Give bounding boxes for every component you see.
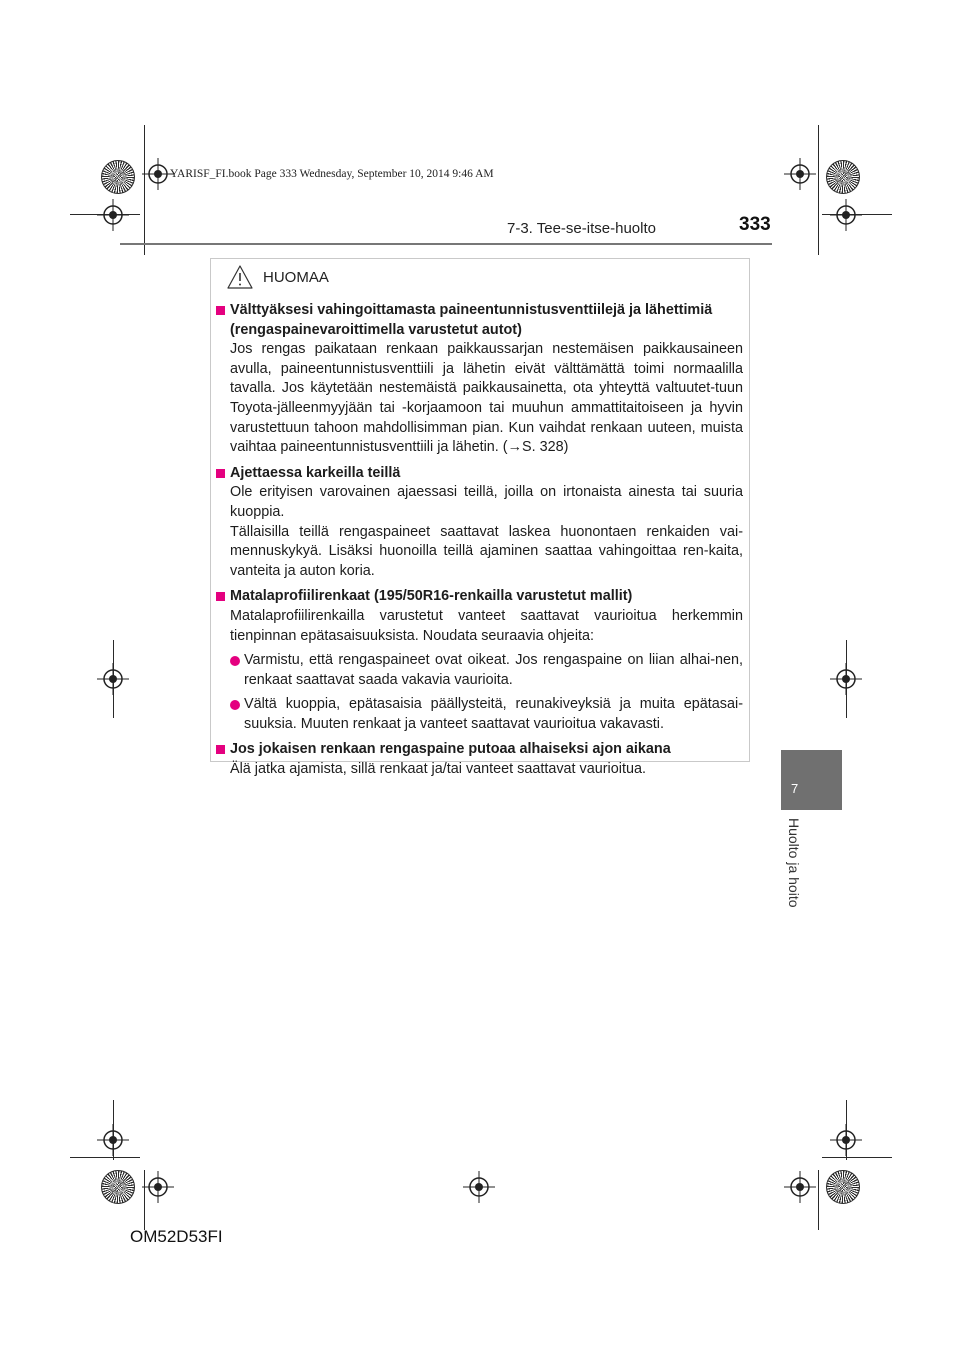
- list-item-text: Vältä kuoppia, epätasaisia päällysteitä, reunakiveyksiä ja muita epätasai-suuksia. Muuten renkaat ja vanteet saattavat vaurioitua vakavasti.: [244, 696, 743, 732]
- chapter-label: Huolto ja hoito: [786, 818, 802, 908]
- crop-mark: [144, 125, 145, 255]
- registration-mark-icon: [784, 1171, 816, 1203]
- section-heading-text: Matalaprofiilirenkaat (195/50R16-renkailla varustetut mallit): [230, 588, 633, 605]
- section-paragraph: Älä jatka ajamista, sillä renkaat ja/tai vanteet saattavat vaurioitua.: [230, 761, 646, 778]
- notice-section: [216, 587, 743, 734]
- registration-mark-icon: [830, 1124, 862, 1156]
- section-heading-text: Välttyäksesi vahingoittamasta paineentunnistusventtiilejä ja lähettimiä (rengaspainevaroittimella varustetut autot): [230, 302, 713, 338]
- list-item-text: Varmistu, että rengaspaineet ovat oikeat. Jos rengaspaine on liian alhai-nen, renkaat saattavat saada vakavia vaurioita.: [244, 652, 743, 688]
- section-body: [216, 483, 743, 581]
- section-paragraph: Tällaisilla teillä rengaspaineet saattavat laskea huonontaen renkaiden vai-mennuskykyä. Lisäksi huonoilla teillä ajaminen saattaa vahingoittaa ren-kaita, vanteita ja auton koria.: [230, 523, 743, 579]
- section-heading: [216, 587, 743, 607]
- registration-mark-icon: [463, 1171, 495, 1203]
- notice-box: [210, 258, 750, 778]
- section-heading: [216, 740, 743, 760]
- section-paragraph: Matalaprofiilirenkailla varustetut vanteet saattavat vaurioitua herkemmin tienpinnan epätasaisuuksista. Noudata seuraavia ohjeita:: [230, 607, 743, 644]
- warning-triangle-icon: [227, 265, 253, 289]
- notice-section: [216, 301, 743, 458]
- dot-bullet-icon: [230, 656, 240, 666]
- square-bullet-icon: [216, 592, 225, 601]
- notice-label: HUOMAA: [263, 268, 329, 286]
- notice-section: [216, 740, 743, 779]
- document-code: OM52D53FI: [130, 1227, 223, 1246]
- starburst-mark-icon: [101, 1170, 135, 1204]
- starburst-mark-icon: [101, 160, 135, 194]
- header-rule: [120, 243, 772, 245]
- chapter-tab: [781, 750, 842, 810]
- square-bullet-icon: [216, 306, 225, 315]
- registration-mark-icon: [97, 199, 129, 231]
- crop-mark: [822, 1157, 892, 1158]
- registration-mark-icon: [97, 1124, 129, 1156]
- section-body: [216, 607, 743, 735]
- notice-content: [216, 301, 743, 786]
- section-body: [216, 760, 743, 780]
- dot-bullet-icon: [230, 700, 240, 710]
- section-heading-text: Jos jokaisen renkaan rengaspaine putoaa alhaiseksi ajon aikana: [230, 741, 671, 758]
- section-paragraph: Jos rengas paikataan renkaan paikkaussarjan nestemäisen paikkausaineen avulla, paineentunnistusventtiili ja lähetin eivät välttämättä toimi normaalilla tavalla. Jos käytetään nestemäistä paikkausainetta, ota yhteyttä valtuutet-tuun Toyota-jälleenmyyjään tai -korjaamoon tai muuhun ammattitaitoiseen ja hyvin varustettuun tahoon mahdollisimman pian. Kun vaihdat renkaan uuteen, muista vaihtaa paineentunnistusventtiili ja lähetin. (→S. 328): [230, 341, 743, 456]
- crop-mark: [818, 1170, 819, 1230]
- notice-section: [216, 464, 743, 582]
- book-info: YARISF_FI.book Page 333 Wednesday, September 10, 2014 9:46 AM: [170, 168, 494, 180]
- section-paragraph: Ole erityisen varovainen ajaessasi teillä, joilla on irtonaista ainesta tai suuria kuoppia.: [230, 484, 743, 520]
- chapter-label-container: [786, 818, 806, 928]
- crop-mark: [70, 1157, 140, 1158]
- list-item: [230, 651, 743, 690]
- section-heading: [216, 301, 743, 340]
- registration-mark-icon: [97, 663, 129, 695]
- crop-mark: [818, 125, 819, 255]
- square-bullet-icon: [216, 745, 225, 754]
- square-bullet-icon: [216, 469, 225, 478]
- registration-mark-icon: [830, 199, 862, 231]
- section-heading-text: Ajettaessa karkeilla teillä: [230, 464, 401, 481]
- registration-mark-icon: [142, 1171, 174, 1203]
- registration-mark-icon: [784, 158, 816, 190]
- section-title: 7-3. Tee-se-itse-huolto: [507, 220, 656, 237]
- starburst-mark-icon: [826, 1170, 860, 1204]
- notice-header: [227, 265, 329, 289]
- list-item: [230, 695, 743, 734]
- chapter-number: 7: [791, 781, 799, 796]
- section-heading: [216, 464, 743, 484]
- registration-mark-icon: [830, 663, 862, 695]
- section-body: [216, 340, 743, 458]
- page-number: 333: [739, 214, 771, 235]
- starburst-mark-icon: [826, 160, 860, 194]
